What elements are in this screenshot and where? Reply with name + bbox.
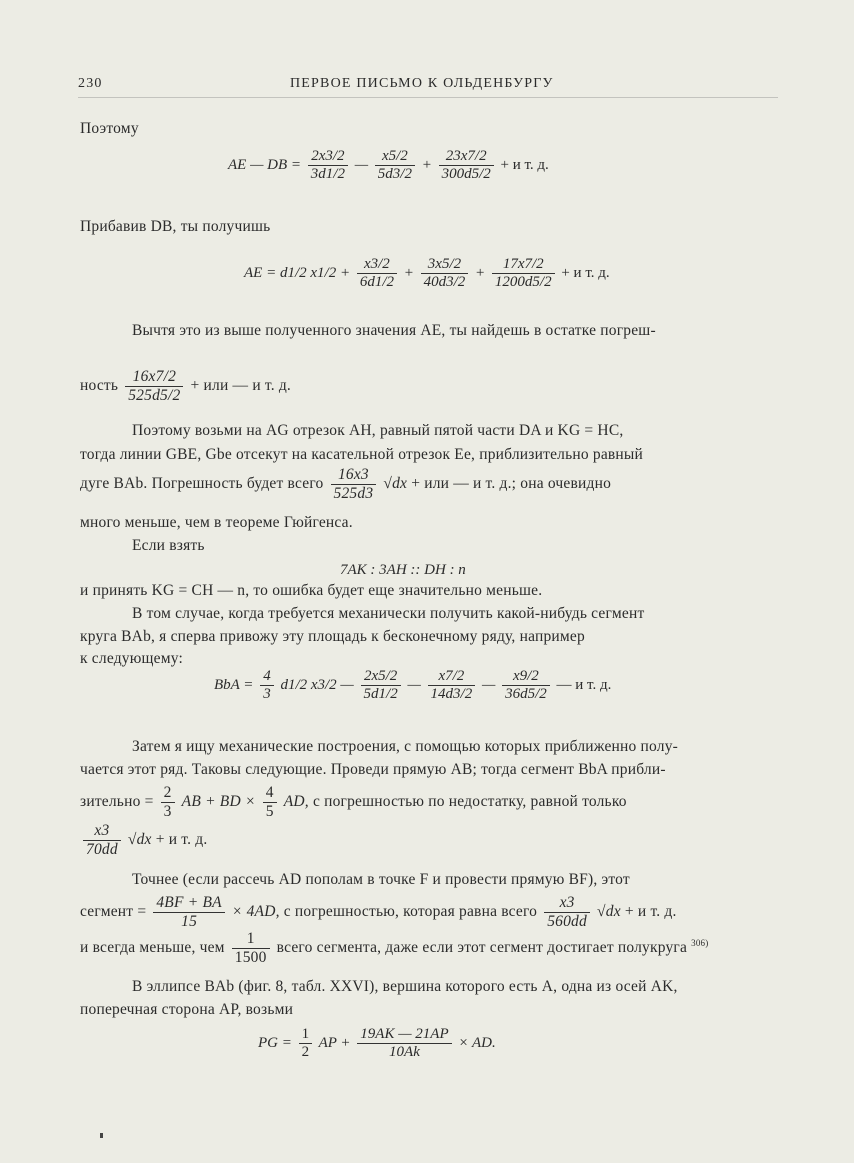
page-number: 230 <box>78 76 103 91</box>
text-line: поперечная сторона AP, возьми <box>80 1001 294 1018</box>
text-line: В эллипсе BAb (фиг. 8, табл. XXVI), вершина которого есть A, одна из осей AK, <box>132 978 678 995</box>
text-line: много меньше, чем в теореме Гюйгенса. <box>80 514 353 531</box>
text-line: Прибавив DB, ты получишь <box>80 218 271 235</box>
equation-pg: PG = $\frac{1}{2}$ AP + $\frac{19AK — 21AP}{10Ak}$ × AD. <box>258 1026 496 1060</box>
text-line: Поэтому возьми на AG отрезок AH, равный пятой части DA и KG = HC, <box>132 422 624 439</box>
header-rule <box>78 97 778 98</box>
footnote-ref: 306) <box>691 937 709 948</box>
text-line: Если взять <box>132 537 205 554</box>
text-line: круга BAb, я сперва привожу эту площадь к бесконечному ряду, например <box>80 628 585 645</box>
equation-bba: BbA = $\frac{4}{3}$ d1/2 x3/2 — $\frac{2x5/2}{5d1/2}$ — $\frac{x7/2}{14d3/2}$ — $\frac{x9/2}{36d5/2}$ — и т. д. <box>214 668 612 702</box>
text-line: Поэтому <box>80 120 139 137</box>
text-line: Вычтя это из выше полученного значения AE, ты найдешь в остатке погреш- <box>132 322 656 339</box>
ratio-formula: 7AK : 3AH :: DH : n <box>340 562 466 578</box>
text-line-formula: зительно = $\frac{2}{3}$ AB + BD × $\frac{4}{5}$ AD, с погрешностью по недостатку, равной только <box>80 784 627 820</box>
text-line-error: ность $\frac{16x7/2}{525d5/2}$ + или — и т. д. <box>80 368 292 404</box>
text-line-formula: сегмент = $\frac{4BF + BA}{15}$ × 4AD, с погрешностью, которая равна всего $\frac{x3}{560dd}$ √dx + и т. д. <box>80 894 677 930</box>
text-line: Затем я ищу механические построения, с помощью которых приближенно полу- <box>132 738 679 755</box>
running-title: ПЕРВОЕ ПИСЬМО К ОЛЬДЕНБУРГУ <box>290 76 554 91</box>
text-line: к следующему: <box>80 650 183 667</box>
page-mark <box>100 1133 103 1138</box>
text-line: и принять KG = CH — n, то ошибка будет еще значительно меньше. <box>80 582 543 599</box>
text-line-error: $\frac{x3}{70dd}$ √dx + и т. д. <box>80 822 207 859</box>
text-line: тогда линии GBE, Gbe отсекут на касательной отрезок Ee, приблизительно равный <box>80 446 644 463</box>
text-line: чается этот ряд. Таковы следующие. Проведи прямую AB; тогда сегмент BbA прибли- <box>80 761 666 778</box>
text-line: Точнее (если рассечь AD пополам в точке F и провести прямую BF), этот <box>132 871 630 888</box>
equation-ae-minus-db: AE — DB = $\frac{2x3/2}{3d1/2}$ — $\frac{x5/2}{5d3/2}$ + $\frac{23x7/2}{300d5/2}$ + и т. д. <box>228 148 549 182</box>
equation-ae: AE = d1/2 x1/2 + $\frac{x3/2}{6d1/2}$ + $\frac{3x5/2}{40d3/2}$ + $\frac{17x7/2}{1200d5/2}$ + и т. д. <box>244 256 610 290</box>
text-line: В том случае, когда требуется механически получить какой-нибудь сегмент <box>132 605 645 622</box>
text-line-error: дуге BAb. Погрешность будет всего $\frac{16x3}{525d3}$ √dx + или — и т. д.; она очевидно <box>80 466 612 502</box>
text-line-formula: и всегда меньше, чем $\frac{1}{1500}$ всего сегмента, даже если этот сегмент достигает полукруга $^{306)}$ <box>80 930 709 966</box>
